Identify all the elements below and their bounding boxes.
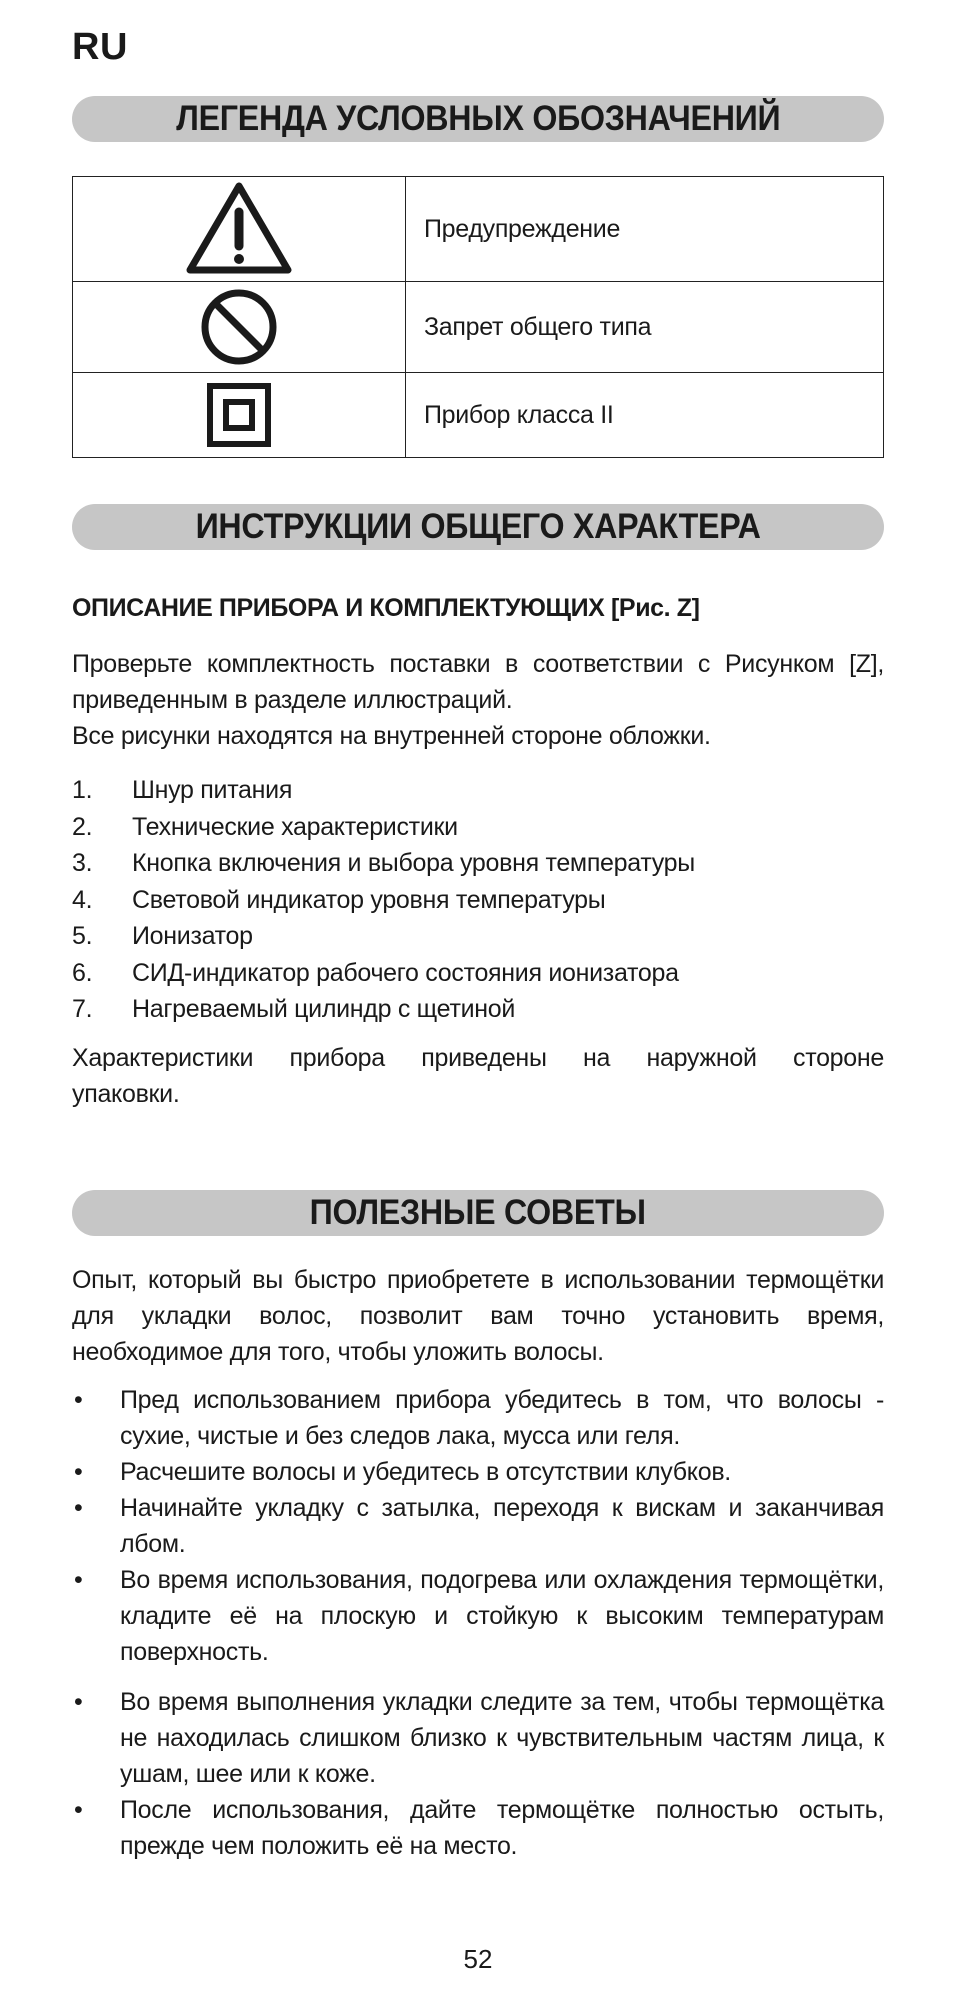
legend-section-title: ЛЕГЕНДА УСЛОВНЫХ ОБОЗНАЧЕНИЙ [175, 99, 781, 138]
intro-line: приведенным в разделе иллюстраций. [72, 686, 513, 714]
tips-intro: Опыт, который вы быстро приобретете в использовании термощётки для укладки волос, позволит вам точно установить время, необходимое для того, чтобы уложить волосы. [72, 1266, 884, 1366]
list-item: 5. Ионизатор [72, 922, 253, 950]
legend-section-banner [72, 96, 884, 142]
warning-triangle-icon [184, 180, 294, 278]
general-section-title: ИНСТРУКЦИИ ОБЩЕГО ХАРАКТЕРА [195, 507, 761, 546]
list-item: • Во время использования, подогрева или охлаждения термощётки, кладите её на плоскую и стойкую к высоким температурам поверхность. [72, 1562, 884, 1670]
bullet: • [74, 1796, 83, 1824]
legend-label: Прибор класса II [406, 373, 884, 458]
list-item: • Расчешите волосы и убедитесь в отсутствии клубков. [72, 1454, 884, 1490]
packaging-note [72, 1040, 884, 1112]
list-item: 3. Кнопка включения и выбора уровня температуры [72, 849, 695, 877]
legend-row [73, 177, 884, 282]
note-line: упаковки. [72, 1080, 180, 1108]
tips-list [72, 1382, 884, 1864]
bullet: • [74, 1566, 83, 1594]
device-description-heading: ОПИСАНИЕ ПРИБОРА И КОМПЛЕКТУЮЩИХ [Рис. Z] [72, 594, 700, 622]
list-item: 6. СИД-индикатор рабочего состояния ионизатора [72, 958, 679, 987]
list-item: • Во время выполнения укладки следите за тем, чтобы термощётка не находилась слишком близко к чувствительным частям лица, к ушам, шее или к коже. [72, 1684, 884, 1792]
list-item: • После использования, дайте термощётке полностью остыть, прежде чем положить её на место. [72, 1792, 884, 1864]
tips-section-title: ПОЛЕЗНЫЕ СОВЕТЫ [309, 1193, 647, 1232]
components-list [72, 772, 695, 1028]
list-item: 2. Технические характеристики [72, 812, 458, 841]
legend-label: Запрет общего типа [406, 282, 884, 373]
list-item: • Пред использованием прибора убедитесь в том, что волосы - сухие, чистые и без следов лака, мусса или геля. [72, 1382, 884, 1454]
list-item: 1. Шнур питания [72, 776, 293, 804]
bullet: • [74, 1688, 83, 1716]
bullet: • [74, 1494, 83, 1522]
intro-line: Все рисунки находятся на внутренней стороне обложки. [72, 722, 711, 750]
general-section-banner [72, 504, 884, 550]
page-number: 52 [463, 1944, 493, 1974]
bullet: • [74, 1386, 83, 1414]
legend-row [73, 282, 884, 373]
legend-row [73, 373, 884, 458]
legend-table [72, 176, 884, 458]
list-item: • Начинайте укладку с затылка, переходя к вискам и заканчивая лбом. [72, 1490, 884, 1562]
intro-line: Проверьте комплектность поставки в соответствии с Рисунком [Z], [72, 650, 884, 678]
language-code: RU [72, 26, 128, 68]
class-ii-icon [206, 382, 272, 448]
intro-paragraph [72, 646, 884, 754]
prohibition-icon [199, 287, 279, 367]
tips-section-banner [72, 1190, 884, 1236]
list-item: 7. Нагреваемый цилиндр с щетиной [72, 995, 516, 1023]
note-line: Характеристики прибора приведены на наружной стороне [72, 1044, 884, 1072]
bullet: • [74, 1458, 83, 1486]
legend-label: Предупреждение [406, 177, 884, 282]
list-item: 4. Световой индикатор уровня температуры [72, 885, 606, 914]
